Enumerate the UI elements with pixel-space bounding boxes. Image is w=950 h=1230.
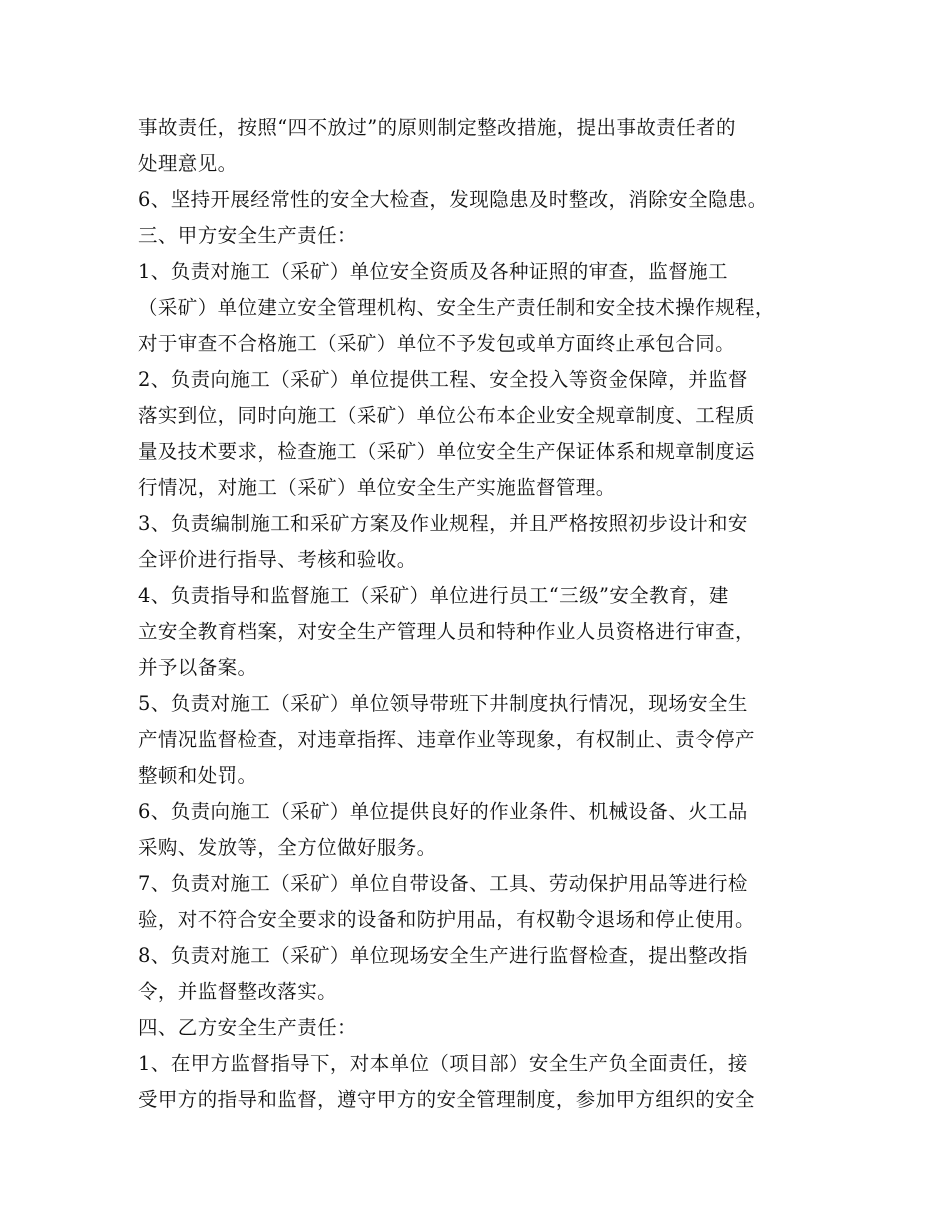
text-line: 全评价进行指导、考核和验收。 (138, 548, 417, 571)
text-line: 并予以备案。 (138, 656, 258, 679)
text-line: 行情况，对施工（采矿）单位安全生产实施监督管理。 (138, 476, 616, 499)
text-line: 1、负责对施工（采矿）单位安全资质及各种证照的审查，监督施工 (138, 260, 728, 283)
text-line: 产情况监督检查，对违章指挥、违章作业等现象，有权制止、责令停产 (138, 728, 755, 751)
text-line: 3、负责编制施工和采矿方案及作业规程，并且严格按照初步设计和安 (138, 512, 748, 535)
text-line: 处理意见。 (138, 152, 238, 175)
text-line: 1、在甲方监督指导下，对本单位（项目部）安全生产负全面责任，接 (138, 1052, 748, 1075)
text-line: 整顿和处罚。 (138, 764, 258, 787)
text-line: 对于审查不合格施工（采矿）单位不予发包或单方面终止承包合同。 (138, 332, 736, 355)
section-heading: 三、甲方安全生产责任： (138, 224, 357, 247)
text-line: 2、负责向施工（采矿）单位提供工程、安全投入等资金保障，并监督 (138, 368, 748, 391)
text-line: 6、负责向施工（采矿）单位提供良好的作业条件、机械设备、火工品 (138, 800, 748, 823)
text-line: 落实到位，同时向施工（采矿）单位公布本企业安全规章制度、工程质 (138, 404, 755, 427)
text-line: 4、负责指导和监督施工（采矿）单位进行员工“三级”安全教育，建 (138, 584, 729, 607)
text-line: （采矿）单位建立安全管理机构、安全生产责任制和安全技术操作规程， (138, 296, 775, 319)
text-line: 受甲方的指导和监督，遵守甲方的安全管理制度，参加甲方组织的安全 (138, 1088, 755, 1111)
text-line: 事故责任，按照“四不放过”的原则制定整改措施，提出事故责任者的 (138, 116, 736, 139)
document-body (138, 110, 828, 1118)
text-line: 立安全教育档案，对安全生产管理人员和特种作业人员资格进行审查， (138, 620, 755, 643)
text-line: 验，对不符合安全要求的设备和防护用品，有权勒令退场和停止使用。 (138, 908, 755, 931)
text-line: 量及技术要求，检查施工（采矿）单位安全生产保证体系和规章制度运 (138, 440, 755, 463)
text-line: 6、坚持开展经常性的安全大检查，发现隐患及时整改，消除安全隐患。 (138, 188, 768, 211)
text-line: 5、负责对施工（采矿）单位领导带班下井制度执行情况，现场安全生 (138, 692, 748, 715)
text-line: 令，并监督整改落实。 (138, 980, 338, 1003)
section-heading: 四、乙方安全生产责任： (138, 1016, 357, 1039)
text-line: 8、负责对施工（采矿）单位现场安全生产进行监督检查，提出整改指 (138, 944, 748, 967)
text-line: 7、负责对施工（采矿）单位自带设备、工具、劳动保护用品等进行检 (138, 872, 748, 895)
text-line: 采购、发放等，全方位做好服务。 (138, 836, 437, 859)
